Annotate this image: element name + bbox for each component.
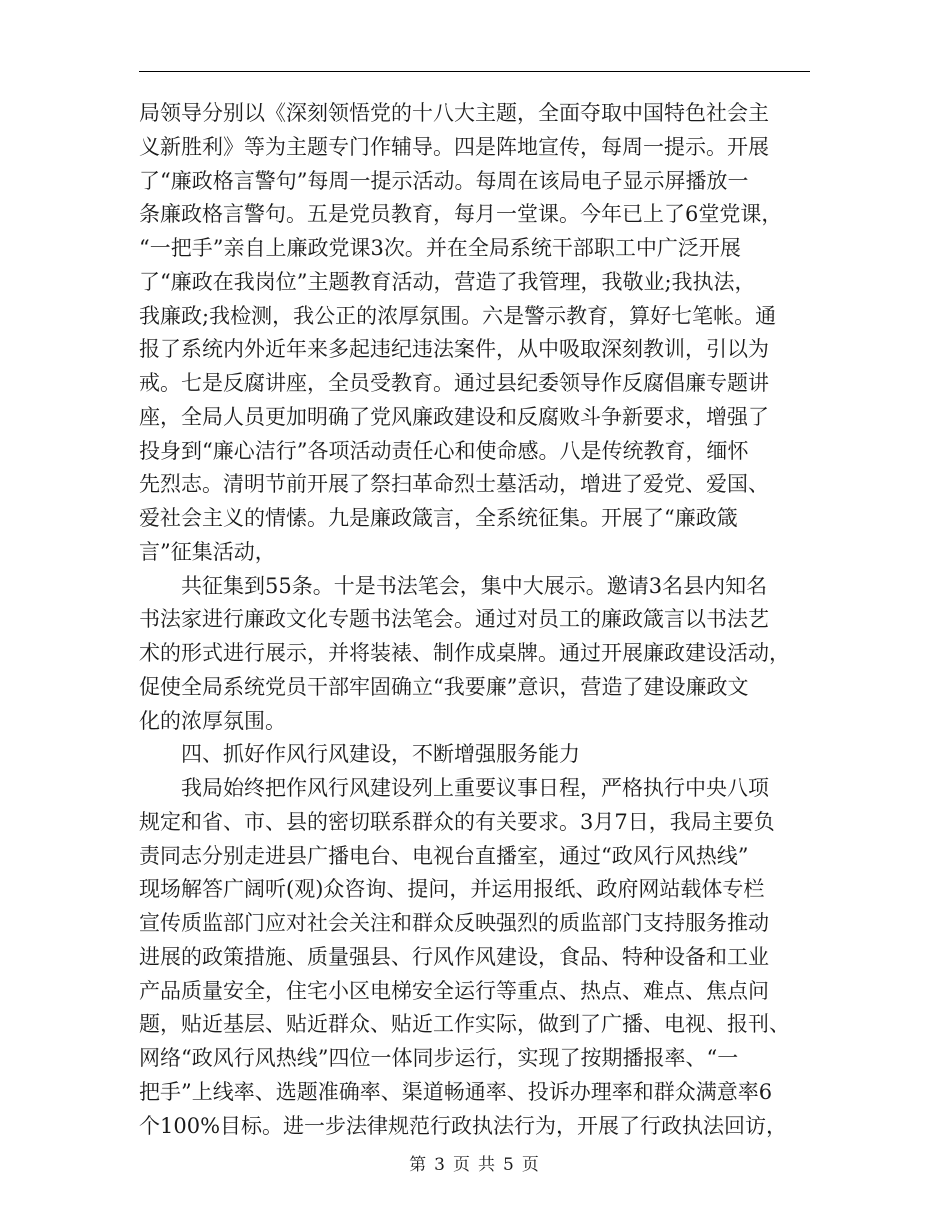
footer-total-prefix: 共 <box>478 1155 497 1175</box>
text-line: 现场解答广阔听(观)众咨询、提问，并运用报纸、政府网站载体专栏 <box>139 877 765 902</box>
text-line: 条廉政格言警句。五是党员教育，每月一堂课。今年已上了6堂党课， <box>139 202 783 227</box>
footer-page-unit: 页 <box>453 1155 472 1175</box>
text-line: “一把手”亲自上廉政党课3次。并在全局系统干部职工中广泛开展 <box>139 236 741 260</box>
text-line: 个100%目标。进一步法律规范行政执法行为，开展了行政执法回访， <box>139 1113 788 1138</box>
document-body <box>139 97 819 1143</box>
text-line: 言”征集活动， <box>139 539 276 564</box>
text-line: 把手”上线率、选题准确率、渠道畅通率、投诉办理率和群众满意率6 <box>139 1079 773 1104</box>
text-line: 了“廉政在我岗位”主题教育活动，营造了我管理，我敬业;我执法， <box>139 269 756 294</box>
text-line: 局领导分别以《深刻领悟党的十八大主题，全面夺取中国特色社会主 <box>139 101 769 125</box>
text-line: 规定和省、市、县的密切联系群众的有关要求。3月7日，我局主要负 <box>139 809 775 834</box>
text-line: 爱社会主义的情愫。九是廉政箴言，全系统征集。开展了“廉政箴 <box>139 506 738 530</box>
footer-total-unit: 页 <box>521 1155 541 1175</box>
text-line: 促使全局系统党员干部牢固确立“我要廉”意识，营造了建设廉政文 <box>139 674 749 699</box>
text-line: 进展的政策措施、质量强县、行风作风建设，食品、特种设备和工业 <box>139 944 769 969</box>
total-pages: 5 <box>503 1155 516 1175</box>
text-line: 座，全局人员更加明确了党风廉政建设和反腐败斗争新要求，增强了 <box>139 404 769 429</box>
text-line: 术的形式进行展示，并将装裱、制作成桌牌。通过开展廉政建设活动， <box>139 641 790 665</box>
paragraph-start-line: 共征集到55条。十是书法笔会，集中大展示。邀请3名县内知名 <box>181 573 768 598</box>
paragraph-start-line: 我局始终把作风行风建设列上重要议事日程，严格执行中央八项 <box>181 776 769 800</box>
footer-prefix: 第 <box>409 1155 429 1175</box>
page-number: 3 <box>434 1155 447 1175</box>
text-line: 宣传质监部门应对社会关注和群众反映强烈的质监部门支持服务推动 <box>139 911 769 935</box>
text-line: 责同志分别走进县广播电台、电视台直播室，通过“政风行风热线” <box>139 843 749 868</box>
text-line: 书法家进行廉政文化专题书法笔会。通过对员工的廉政箴言以书法艺 <box>139 607 769 632</box>
text-line: 我廉政;我检测，我公正的浓厚氛围。六是警示教育，算好七笔帐。通 <box>139 303 777 328</box>
text-line: 产品质量安全，住宅小区电梯安全运行等重点、热点、难点、焦点问 <box>139 978 769 1003</box>
text-line: 戒。七是反腐讲座，全员受教育。通过县纪委领导作反腐倡廉专题讲 <box>139 371 769 395</box>
page-footer <box>0 1150 950 1175</box>
text-line: 报了系统内外近年来多起违纪违法案件，从中吸取深刻教训，引以为 <box>139 337 769 362</box>
text-line: 了“廉政格言警句”每周一提示活动。每周在该局电子显示屏播放一 <box>139 168 749 193</box>
text-line: 化的浓厚氛围。 <box>139 708 286 733</box>
text-line: 投身到“廉心洁行”各项活动责任心和使命感。八是传统教育，缅怀 <box>139 438 749 463</box>
text-line: 先烈志。清明节前开展了祭扫革命烈士墓活动，增进了爱党、爱国、 <box>139 472 769 497</box>
text-line: 网络“政风行风热线”四位一体同步运行，实现了按期播报率、“一 <box>139 1046 739 1070</box>
section-heading: 四、抓好作风行风建设，不断增强服务能力 <box>181 742 580 767</box>
text-line: 题，贴近基层、贴近群众、贴近工作实际，做到了广播、电视、报刊、 <box>139 1012 790 1037</box>
header-rule <box>139 71 810 72</box>
text-line: 义新胜利》等为主题专门作辅导。四是阵地宣传，每周一提示。开展 <box>139 134 769 159</box>
